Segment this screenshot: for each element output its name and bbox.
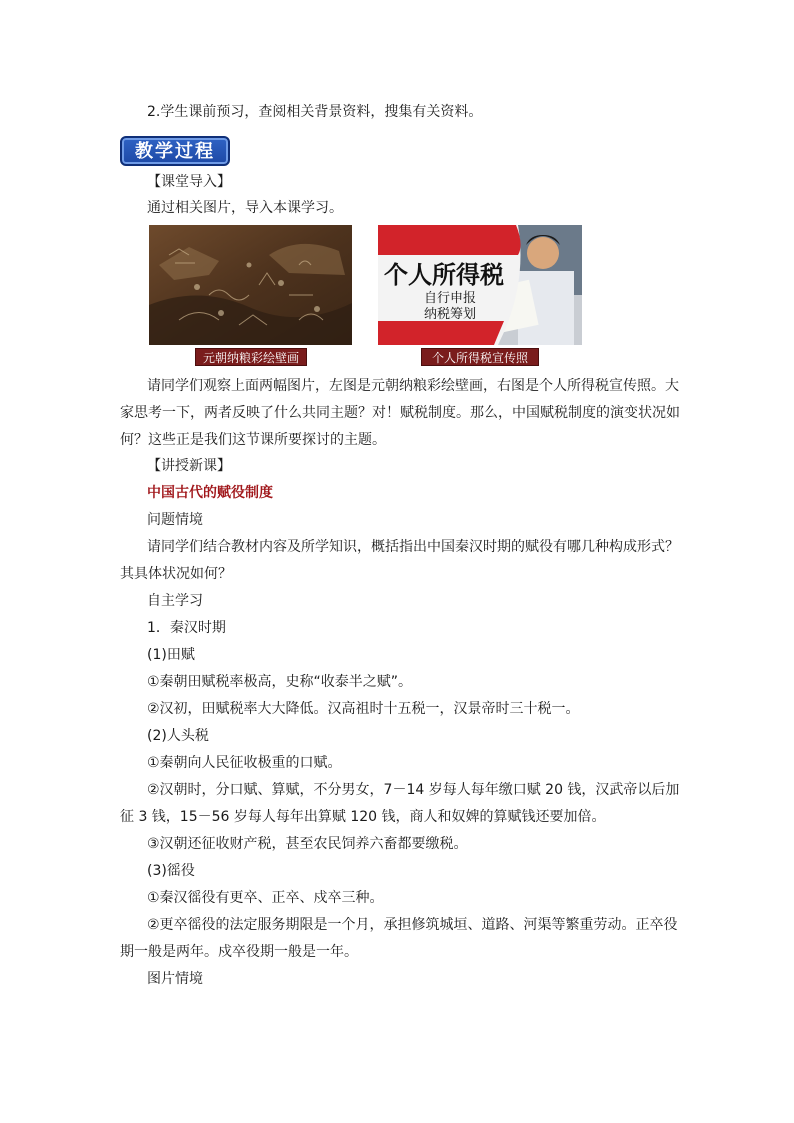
rentou-title: (2)人头税 xyxy=(147,728,209,744)
problem-label: 问题情境 xyxy=(147,512,203,528)
yaoyi-item-2-line-2: 期一般是两年。戍卒役期一般是一年。 xyxy=(120,944,358,960)
yaoyi-title: (3)徭役 xyxy=(147,863,195,879)
rentou-item-3: ③汉朝还征收财产税，甚至农民饲养六畜都要缴税。 xyxy=(147,836,468,852)
yaoyi-item-2-line-1: ②更卒徭役的法定服务期限是一个月，承担修筑城垣、道路、河渠等繁重劳动。正卒役 xyxy=(147,917,678,933)
mural-image xyxy=(149,225,352,345)
new-lesson-label: 【讲授新课】 xyxy=(147,458,231,474)
picture-context-label: 图片情境 xyxy=(147,971,203,987)
intro-label: 【课堂导入】 xyxy=(147,174,231,190)
intro-para-line-3: 何？这些正是我们这节课所要探讨的主题。 xyxy=(120,432,386,448)
prep-item-2: 2.学生课前预习，查阅相关背景资料，搜集有关资料。 xyxy=(147,104,483,120)
intro-para-line-1: 请同学们观察上面两幅图片，左图是元朝纳粮彩绘壁画，右图是个人所得税宣传照。大 xyxy=(147,378,679,394)
section-title: 中国古代的赋役制度 xyxy=(147,485,273,501)
problem-text-line-2: 其具体状况如何？ xyxy=(120,566,232,582)
teaching-process-banner xyxy=(120,136,230,166)
yaoyi-item-1: ①秦汉徭役有更卒、正卒、戍卒三种。 xyxy=(147,890,384,906)
rentou-item-2-line-2: 征 3 钱，15－56 岁每人每年出算赋 120 钱，商人和奴婢的算赋钱还要加倍。 xyxy=(120,809,606,825)
mural-caption: 元朝纳粮彩绘壁画 xyxy=(195,348,307,366)
intro-para-line-2: 家思考一下，两者反映了什么共同主题？对！赋税制度。那么，中国赋税制度的演变状况如 xyxy=(120,405,680,421)
tianfu-item-2: ②汉初，田赋税率大大降低。汉高祖时十五税一，汉景帝时三十税一。 xyxy=(147,701,580,717)
poster-sub1: 自行申报 xyxy=(424,291,477,306)
tax-poster-caption: 个人所得税宣传照 xyxy=(421,348,539,366)
poster-title: 个人所得税 xyxy=(384,260,504,289)
rentou-item-1: ①秦朝向人民征收极重的口赋。 xyxy=(147,755,342,771)
qinhan-heading: 1．秦汉时期 xyxy=(147,620,226,636)
self-study-label: 自主学习 xyxy=(147,593,203,609)
banner-title: 教学过程 xyxy=(135,141,215,162)
rentou-item-2-line-1: ②汉朝时，分口赋、算赋，不分男女，7－14 岁每人每年缴口赋 20 钱，汉武帝以后加 xyxy=(147,782,680,798)
tianfu-title: (1)田赋 xyxy=(147,647,195,663)
poster-sub2: 纳税筹划 xyxy=(424,307,477,322)
intro-text: 通过相关图片，导入本课学习。 xyxy=(147,200,343,216)
tianfu-item-1: ①秦朝田赋税率极高，史称“收泰半之赋”。 xyxy=(147,674,413,690)
problem-text-line-1: 请同学们结合教材内容及所学知识，概括指出中国秦汉时期的赋役有哪几种构成形式？ xyxy=(147,539,679,555)
tax-poster-image xyxy=(378,225,582,345)
